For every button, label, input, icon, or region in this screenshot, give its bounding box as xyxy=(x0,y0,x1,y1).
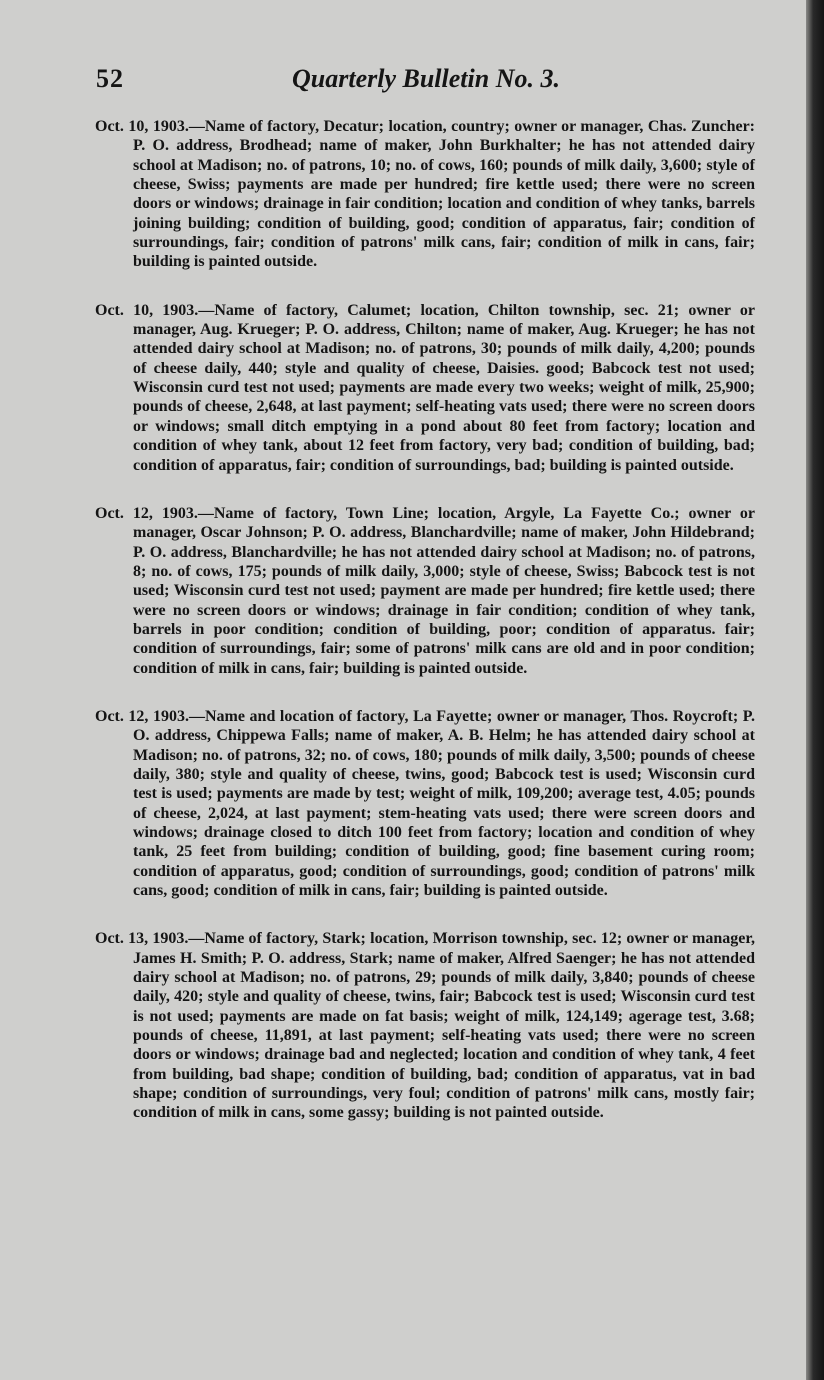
factory-entry xyxy=(95,504,755,678)
entry-date: Oct. 12, 1903. xyxy=(95,707,189,725)
entry-text: —Name and location of factory, La Fayette; owner or manager, Thos. Roycroft; P. O. address, Chippewa Falls; name of maker, A. B. Helm; he has attended dairy school at Madison; no. of patrons, 32; no. of cows, 180; pounds of milk daily, 3,500; pounds of cheese daily, 380; style and quality of cheese, twins, good; Babcock test is used; Wisconsin curd test is used; payments are made by test; weight of milk, 109,200; average test, 4.05; pounds of cheese, 2,024, at last payment; stem-heating vats used; there were screen doors and windows; drainage closed to ditch 100 feet from factory; location and condition of whey tank, 25 feet from building; condition of building, good; fine basement curing room; condition of apparatus, good; condition of surroundings, good; condition of patrons' milk cans, good; condition of milk in cans, fair; building is painted outside. xyxy=(133,707,756,900)
factory-entry xyxy=(95,707,755,900)
factory-entry xyxy=(95,929,755,1122)
entry-date: Oct. 10, 1903. xyxy=(95,118,189,135)
page-edge-shadow xyxy=(806,0,824,1380)
entry-text: —Name of factory, Calumet; location, Chilton township, sec. 21; owner or manager, Aug. Krueger; P. O. address, Chilton; name of maker, Aug. Krueger; he has not attended dairy school at Madison; no. of patrons, 30; pounds of milk daily, 4,200; pounds of cheese daily, 440; style and quality of cheese, Daisies. good; Babcock test not used; Wisconsin curd test not used; payments are made every two weeks; weight of milk, 25,900; pounds of cheese, 2,648, at last payment; self-heating vats used; there were no screen doors or windows; small ditch emptying in a pond about 80 feet from factory; location and condition of whey tank, about 12 feet from factory, very bad; condition of building, bad; condition of apparatus, fair; condition of surroundings, bad; building is painted outside. xyxy=(133,301,755,474)
entry-date: Oct. 10, 1903. xyxy=(95,301,199,319)
entry-date: Oct. 12, 1903. xyxy=(95,504,198,522)
entry-text: —Name of factory, Stark; location, Morrison township, sec. 12; owner or manager, James H. Smith; P. O. address, Stark; name of maker, Alfred Saenger; he has not attended dairy school at Madison; no. of patrons, 29; pounds of milk daily, 3,840; pounds of cheese daily, 420; style and quality of cheese, twins, fair; Babcock test is used; Wisconsin curd test is not used; payments are made on fat basis; weight of milk, 124,149; agerage test, 3.68; pounds of cheese, 11,891, at last payment; self-heating vats used; there were no screen doors or windows; drainage bad and neglected; location and condition of whey tank, 4 feet from building, bad shape; condition of building, bad; condition of apparatus, vat in bad shape; condition of surroundings, very foul; condition of patrons' milk cans, mostly fair; condition of milk in cans, some gassy; building is not painted outside. xyxy=(133,930,755,1122)
factory-entry xyxy=(95,301,755,475)
entry-date: Oct. 13, 1903. xyxy=(95,930,189,948)
entry-text: —Name of factory, Town Line; location, Argyle, La Fayette Co.; owner or manager, Oscar Johnson; P. O. address, Blanchardville; name of maker, John Hildebrand; P. O. address, Blanchardville; he has not attended dairy school at Madison; no. of patrons, 8; no. of cows, 175; pounds of milk daily, 3,000; style of cheese, Swiss; Babcock test is not used; Wisconsin curd test not used; payment are made per hundred; fire kettle used; there were no screen doors or windows; drainage in fair condition; condition of whey tank, barrels in poor condition; condition of building, poor; condition of apparatus. fair; condition of surroundings, fair; some of patrons' milk cans are old and in poor condition; condition of milk in cans, fair; building is painted outside. xyxy=(133,504,756,677)
entry-text: —Name of factory, Decatur; location, country; owner or manager, Chas. Zuncher: P. O. address, Brodhead; name of maker, John Burkhalter; he has not attended dairy school at Madison; no. of patrons, 10; no. of cows, 160; pounds of milk daily, 3,600; style of cheese, Swiss; payments are made per hundred; fire kettle used; there were no screen doors or windows; drainage in fair condition; location and condition of whey tanks, barrels joining building; condition of building, good; condition of apparatus, fair; condition of surroundings, fair; condition of patrons' milk cans, fair; condition of milk in cans, fair; building is painted outside. xyxy=(133,118,755,271)
running-title: Quarterly Bulletin No. 3. xyxy=(292,64,560,93)
page-number: 52 xyxy=(96,64,124,93)
factory-entry xyxy=(95,117,755,272)
factory-entries xyxy=(95,117,755,1152)
page-header xyxy=(96,64,756,104)
